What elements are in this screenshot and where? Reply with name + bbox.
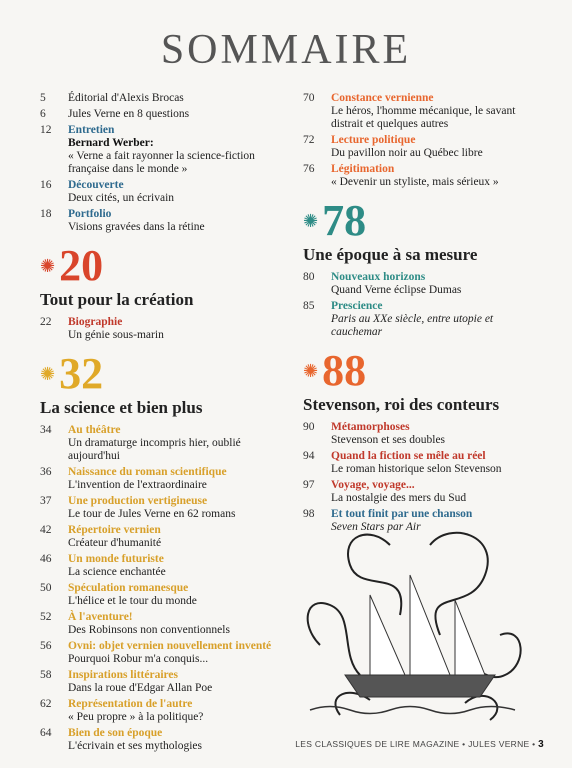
toc-entry[interactable] xyxy=(40,208,285,234)
page-number: 98 xyxy=(303,508,315,520)
flower-icon: ✺ xyxy=(40,364,56,384)
entry-rubric: Constance vernienne xyxy=(331,92,434,104)
section-title: Tout pour la création xyxy=(40,290,194,309)
entry-rubric: Représentation de l'autre xyxy=(68,698,193,710)
tentacle xyxy=(348,535,401,615)
page-number: 56 xyxy=(40,640,52,652)
entry-desc: Visions gravées dans la rétine xyxy=(68,221,205,233)
toc-entry[interactable] xyxy=(303,479,543,505)
entry-rubric: Lecture politique xyxy=(331,134,416,146)
entry-rubric: Bien de son époque xyxy=(68,727,163,739)
page-number: 80 xyxy=(303,271,315,283)
toc-entry[interactable] xyxy=(40,611,285,637)
page-number: 85 xyxy=(303,300,315,312)
section-title: Une époque à sa mesure xyxy=(303,245,478,264)
entry-rubric: Au théâtre xyxy=(68,424,121,436)
toc-entry[interactable] xyxy=(303,163,543,189)
entry-rubric: Répertoire vernien xyxy=(68,524,161,536)
page-number: 36 xyxy=(40,466,52,478)
toc-entry[interactable] xyxy=(40,495,285,521)
footer xyxy=(295,739,544,750)
ship-sail xyxy=(370,595,405,675)
entry-desc: Deux cités, un écrivain xyxy=(68,192,175,204)
toc-entry[interactable] xyxy=(40,669,285,695)
page-number: 37 xyxy=(40,495,52,507)
entry-desc: Un génie sous-marin xyxy=(68,329,164,341)
ship-sail xyxy=(410,575,450,675)
entry-rubric: Inspirations littéraires xyxy=(68,669,178,681)
page-number: 76 xyxy=(303,163,315,175)
tentacle xyxy=(308,603,360,675)
toc-entry[interactable] xyxy=(40,582,285,608)
entry-rubric: Quand la fiction se mêle au réel xyxy=(331,450,486,462)
entry-desc: « Verne a fait rayonner la science-fiction française dans le monde » xyxy=(68,150,255,175)
sea-waves xyxy=(310,707,515,714)
page-title: SOMMAIRE xyxy=(160,27,412,73)
entry-desc: Jules Verne en 8 questions xyxy=(68,108,190,120)
toc-entry[interactable] xyxy=(303,421,543,447)
flower-icon: ✺ xyxy=(40,256,56,276)
entry-desc: Créateur d'humanité xyxy=(68,537,162,549)
entry-desc: « Peu propre » à la politique? xyxy=(68,711,204,723)
entry-desc: Le héros, l'homme mécanique, le savant distrait et quelques autres xyxy=(331,105,516,130)
entry-rubric: Métamorphoses xyxy=(331,421,410,433)
entry-desc: Du pavillon noir au Québec libre xyxy=(331,147,483,159)
ship-sail xyxy=(455,600,485,675)
page-number: 58 xyxy=(40,669,52,681)
entry-rubric: Biographie xyxy=(68,316,123,328)
toc-entry[interactable] xyxy=(303,271,543,297)
entry-desc: La science enchantée xyxy=(68,566,166,578)
entry-rubric: Portfolio xyxy=(68,208,112,220)
entry-rubric: Ovni: objet vernien nouvellement inventé xyxy=(68,640,272,652)
page-number: 62 xyxy=(40,698,52,710)
entry-desc: Quand Verne éclipse Dumas xyxy=(331,284,462,296)
page-number: 94 xyxy=(303,450,315,462)
entry-rubric: Et tout finit par une chanson xyxy=(331,508,473,520)
section-78 xyxy=(303,196,543,265)
toc-entry[interactable] xyxy=(40,92,285,105)
section-title: La science et bien plus xyxy=(40,398,203,417)
entry-rubric: Spéculation romanesque xyxy=(68,582,189,594)
toc-entry[interactable] xyxy=(303,92,543,131)
entry-desc: Stevenson et ses doubles xyxy=(331,434,446,446)
page-number: 6 xyxy=(40,108,46,120)
entry-desc: Pourquoi Robur m'a conquis... xyxy=(68,653,209,665)
entry-desc: Le roman historique selon Stevenson xyxy=(331,463,502,475)
toc-entry[interactable] xyxy=(40,640,285,666)
flower-icon: ✺ xyxy=(303,211,319,231)
section-32 xyxy=(40,349,285,418)
entry-desc: Éditorial d'Alexis Brocas xyxy=(68,92,184,104)
ship-kraken-illustration xyxy=(300,525,530,730)
footer-page-number: 3 xyxy=(538,739,544,750)
entry-rubric: Une production vertigineuse xyxy=(68,495,208,507)
entry-desc: Dans la roue d'Edgar Allan Poe xyxy=(68,682,213,694)
left-column xyxy=(40,92,285,756)
toc-entry[interactable] xyxy=(40,466,285,492)
toc-entry[interactable] xyxy=(40,553,285,579)
entry-rubric: À l'aventure! xyxy=(68,611,133,623)
entry-rubric: Légitimation xyxy=(331,163,395,175)
entry-desc: L'hélice et le tour du monde xyxy=(68,595,197,607)
page-number: 5 xyxy=(40,92,46,104)
page-number: 52 xyxy=(40,611,52,623)
page-number: 12 xyxy=(40,124,52,136)
entry-desc: Des Robinsons non conventionnels xyxy=(68,624,230,636)
toc-entry[interactable] xyxy=(303,134,543,160)
footer-text: LES CLASSIQUES DE LIRE MAGAZINE • JULES VERNE • xyxy=(295,739,536,749)
toc-entry[interactable] xyxy=(40,424,285,463)
section-title: Stevenson, roi des conteurs xyxy=(303,395,500,414)
entry-desc: Le tour de Jules Verne en 62 romans xyxy=(68,508,236,520)
toc-entry[interactable] xyxy=(303,450,543,476)
entry-rubric: Découverte xyxy=(68,179,124,191)
flower-icon: ✺ xyxy=(303,361,319,381)
page-number: 70 xyxy=(303,92,315,104)
entry-desc: La nostalgie des mers du Sud xyxy=(331,492,467,504)
entry-desc: L'écrivain et ses mythologies xyxy=(68,740,202,752)
page-number: 97 xyxy=(303,479,315,491)
section-20 xyxy=(40,241,285,310)
page-number: 50 xyxy=(40,582,52,594)
page-number: 90 xyxy=(303,421,315,433)
section-number: 88 xyxy=(322,346,367,395)
section-number: 32 xyxy=(59,349,104,398)
entry-desc: L'invention de l'extraordinaire xyxy=(68,479,207,491)
section-number: 20 xyxy=(59,241,104,290)
entry-desc: Seven Stars par Air xyxy=(331,521,421,533)
entry-rubric: Prescience xyxy=(331,300,383,312)
entry-rubric-sub: Bernard Werber: xyxy=(68,137,154,149)
page-number: 18 xyxy=(40,208,52,220)
page-number: 46 xyxy=(40,553,52,565)
entry-rubric: Nouveaux horizons xyxy=(331,271,426,283)
page-number: 16 xyxy=(40,179,52,191)
toc-entry[interactable] xyxy=(40,524,285,550)
right-column xyxy=(303,92,543,537)
toc-entry[interactable] xyxy=(40,727,285,753)
toc-entry[interactable] xyxy=(40,179,285,205)
toc-entry[interactable] xyxy=(40,698,285,724)
page-number: 42 xyxy=(40,524,52,536)
entry-desc: Paris au XXe siècle, entre utopie et cauchemar xyxy=(331,313,494,338)
section-88 xyxy=(303,346,543,415)
page-number: 72 xyxy=(303,134,315,146)
page-number: 22 xyxy=(40,316,52,328)
toc-entry[interactable] xyxy=(40,108,285,121)
toc-entry[interactable] xyxy=(40,316,285,342)
intro-list xyxy=(40,92,285,234)
page-number: 34 xyxy=(40,424,52,436)
entry-desc: « Devenir un styliste, mais sérieux » xyxy=(331,176,499,188)
section-32-list xyxy=(40,424,285,753)
entry-rubric: Un monde futuriste xyxy=(68,553,164,565)
section-number: 78 xyxy=(322,196,367,245)
ship-hull xyxy=(345,675,495,697)
page-number: 64 xyxy=(40,727,52,739)
toc-entry[interactable] xyxy=(40,124,285,176)
entry-desc: Un dramaturge incompris hier, oublié aujourd'hui xyxy=(68,437,241,462)
entry-rubric: Naissance du roman scientifique xyxy=(68,466,227,478)
toc-entry[interactable] xyxy=(303,300,543,339)
entry-rubric: Entretien xyxy=(68,124,115,136)
entry-rubric: Voyage, voyage... xyxy=(331,479,415,491)
